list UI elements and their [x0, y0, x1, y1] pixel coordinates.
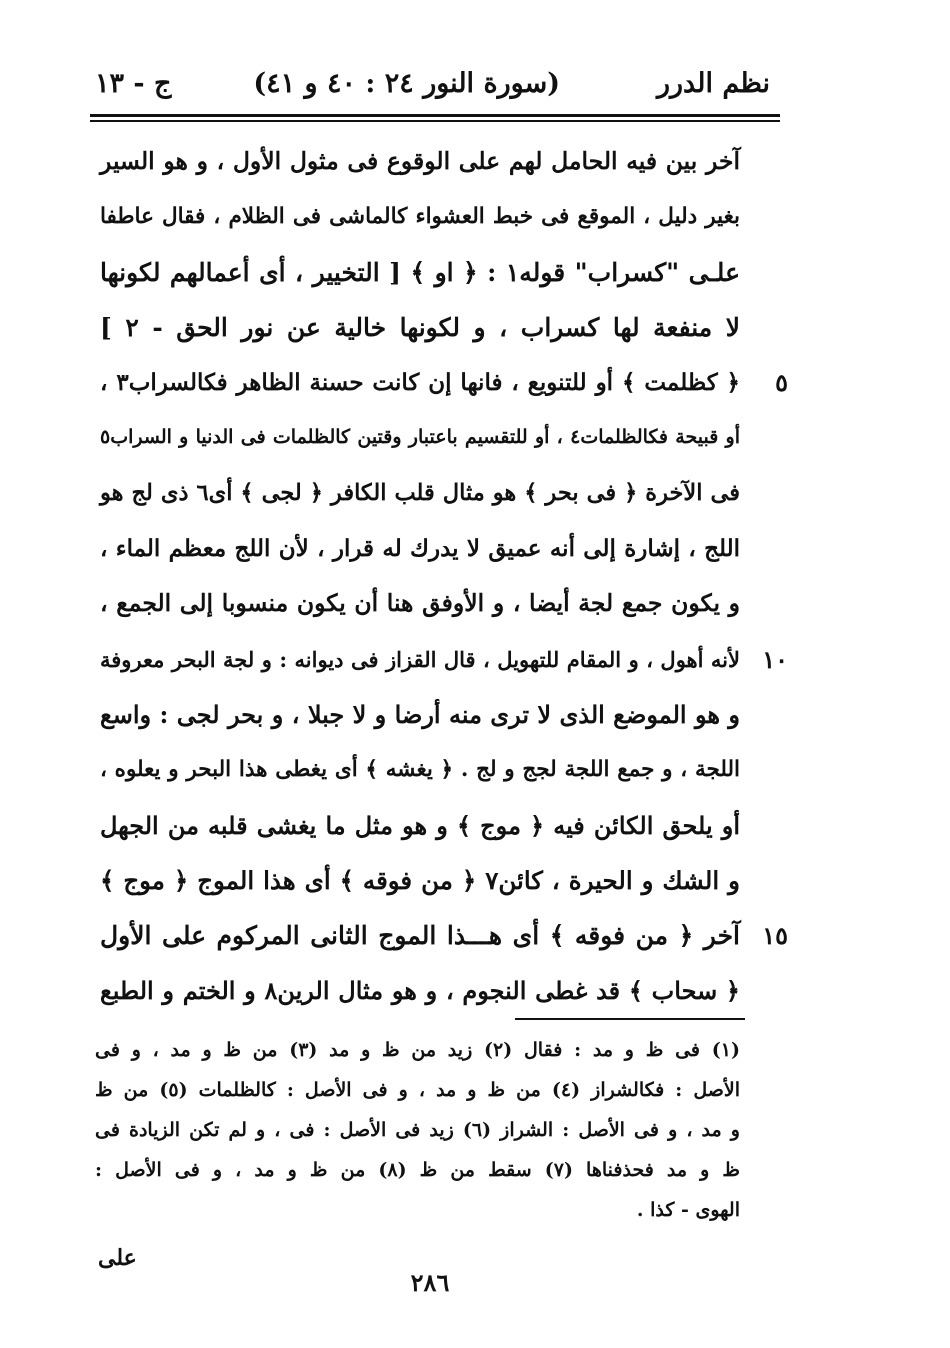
text-line	[100, 410, 740, 465]
line-number: ٥	[775, 368, 788, 398]
line-text: و الشك و الحيرة ، كائن٧ ﴿ من فوقه ﴾ أى هذا الموج ﴿ موج ﴾	[100, 865, 740, 895]
footnote-line: الأصل : فكالشراز (٤) من ظ و مد ، و فى الأصل : كالظلمات (٥) من ظ	[95, 1079, 740, 1101]
text-line	[100, 632, 788, 687]
text-line	[100, 853, 740, 908]
catchword: على	[98, 1245, 137, 1271]
footnote-line: ظ و مد فحذفناها (٧) سقط من ظ (٨) من ظ و مد ، و فى الأصل :	[95, 1159, 741, 1181]
line-text: اللجة ، و جمع اللجة لجج و لج . ﴿ يغشه ﴾ أى يغطى هذا البحر و يعلوه ،	[100, 757, 740, 783]
text-line	[100, 687, 740, 742]
line-text: أو قبيحة فكالظلمات٤ ، أو للتقسيم باعتبار وقتين كالظلمات فى الدنيا و السراب٥	[100, 426, 741, 449]
line-text: و يكون جمع لجة أيضا ، و الأوفق هنا أن يكون منسوبا إلى الجمع ،	[100, 589, 740, 618]
header-rule-bottom	[90, 120, 780, 122]
footnote-separator	[515, 1018, 745, 1020]
page-header	[95, 62, 770, 108]
footnotes	[95, 1030, 740, 1230]
text-line	[100, 466, 740, 521]
line-text: اللج ، إشارة إلى أنه عميق لا يدرك له قرار ، لأن اللج معظم الماء ،	[100, 535, 740, 563]
text-line	[100, 189, 740, 244]
surah-reference: (سورة النور ٢٤ : ٤٠ و ٤١)	[253, 68, 560, 99]
line-text: أو يلحق الكائن فيه ﴿ موج ﴾ و هو مثل ما يغشى قلبه من الجهل	[100, 810, 740, 840]
main-text	[100, 134, 788, 1019]
header-rule-top	[90, 114, 780, 117]
footnote-line: و مد ، و فى الأصل : الشراز (٦) زيد فى الأصل : فى ، و لم تكن الزيادة فى	[95, 1119, 740, 1141]
line-text: فى الآخرة ﴿ فى بحر ﴾ هو مثال قلب الكافر ﴿ لجى ﴾ أى٦ ذى لج هو	[100, 479, 740, 506]
volume-reference: ج - ١٣	[95, 68, 172, 99]
line-text: علـى "كسراب" قوله١ : ﴿ او ﴾ [ التخيير ، أى أعمالهم لكونها	[100, 257, 740, 287]
text-line	[100, 798, 740, 853]
line-text: بغير دليل ، الموقع فى خبط العشواء كالماشى فى الظلام ، فقال عاطفا	[100, 204, 740, 230]
text-line	[100, 576, 740, 631]
text-line	[100, 245, 740, 300]
footnote-line: (١) فى ظ و مد : فقال (٢) زيد من ظ و مد (٣) من ظ و مد ، و فى	[95, 1039, 740, 1061]
line-text: آخر ﴿ من فوقه ﴾ أى هـــذا الموج الثانى المركوم على الأول	[100, 921, 740, 951]
page-number: ٢٨٦	[410, 1268, 450, 1297]
footnote-line: الهوى - كذا .	[636, 1199, 740, 1221]
line-text: لا منفعة لها كسراب ، و لكونها خالية عن نور الحق - ٢ ]	[100, 312, 740, 342]
text-line	[100, 908, 788, 963]
line-text: آخر بين فيه الحامل لهم على الوقوع فى مثول الأول ، و هو السير	[100, 147, 740, 175]
line-number: ١٠	[762, 644, 788, 674]
line-text: ﴿ كظلمت ﴾ أو للتنويع ، فانها إن كانت حسنة الظاهر فكالسراب٣ ،	[100, 369, 741, 397]
text-line	[100, 521, 740, 576]
line-number: ١٥	[762, 921, 788, 951]
book-title: نظم الدرر	[656, 68, 770, 99]
line-text: و هو الموضع الذى لا ترى منه أرضا و لا جبلا ، و بحر لجى : واسع	[100, 699, 740, 729]
text-line	[100, 963, 740, 1018]
text-line	[100, 355, 788, 410]
line-text: لأنه أهول ، و المقام للتهويل ، قال القزاز فى ديوانه : و لجة البحر معروفة	[100, 646, 740, 672]
text-line	[100, 134, 740, 189]
text-line	[100, 742, 740, 797]
text-line	[100, 300, 740, 355]
line-text: ﴿ سحاب ﴾ قد غطى النجوم ، و هو مثال الرين٨ و الختم و الطبع	[100, 976, 740, 1006]
